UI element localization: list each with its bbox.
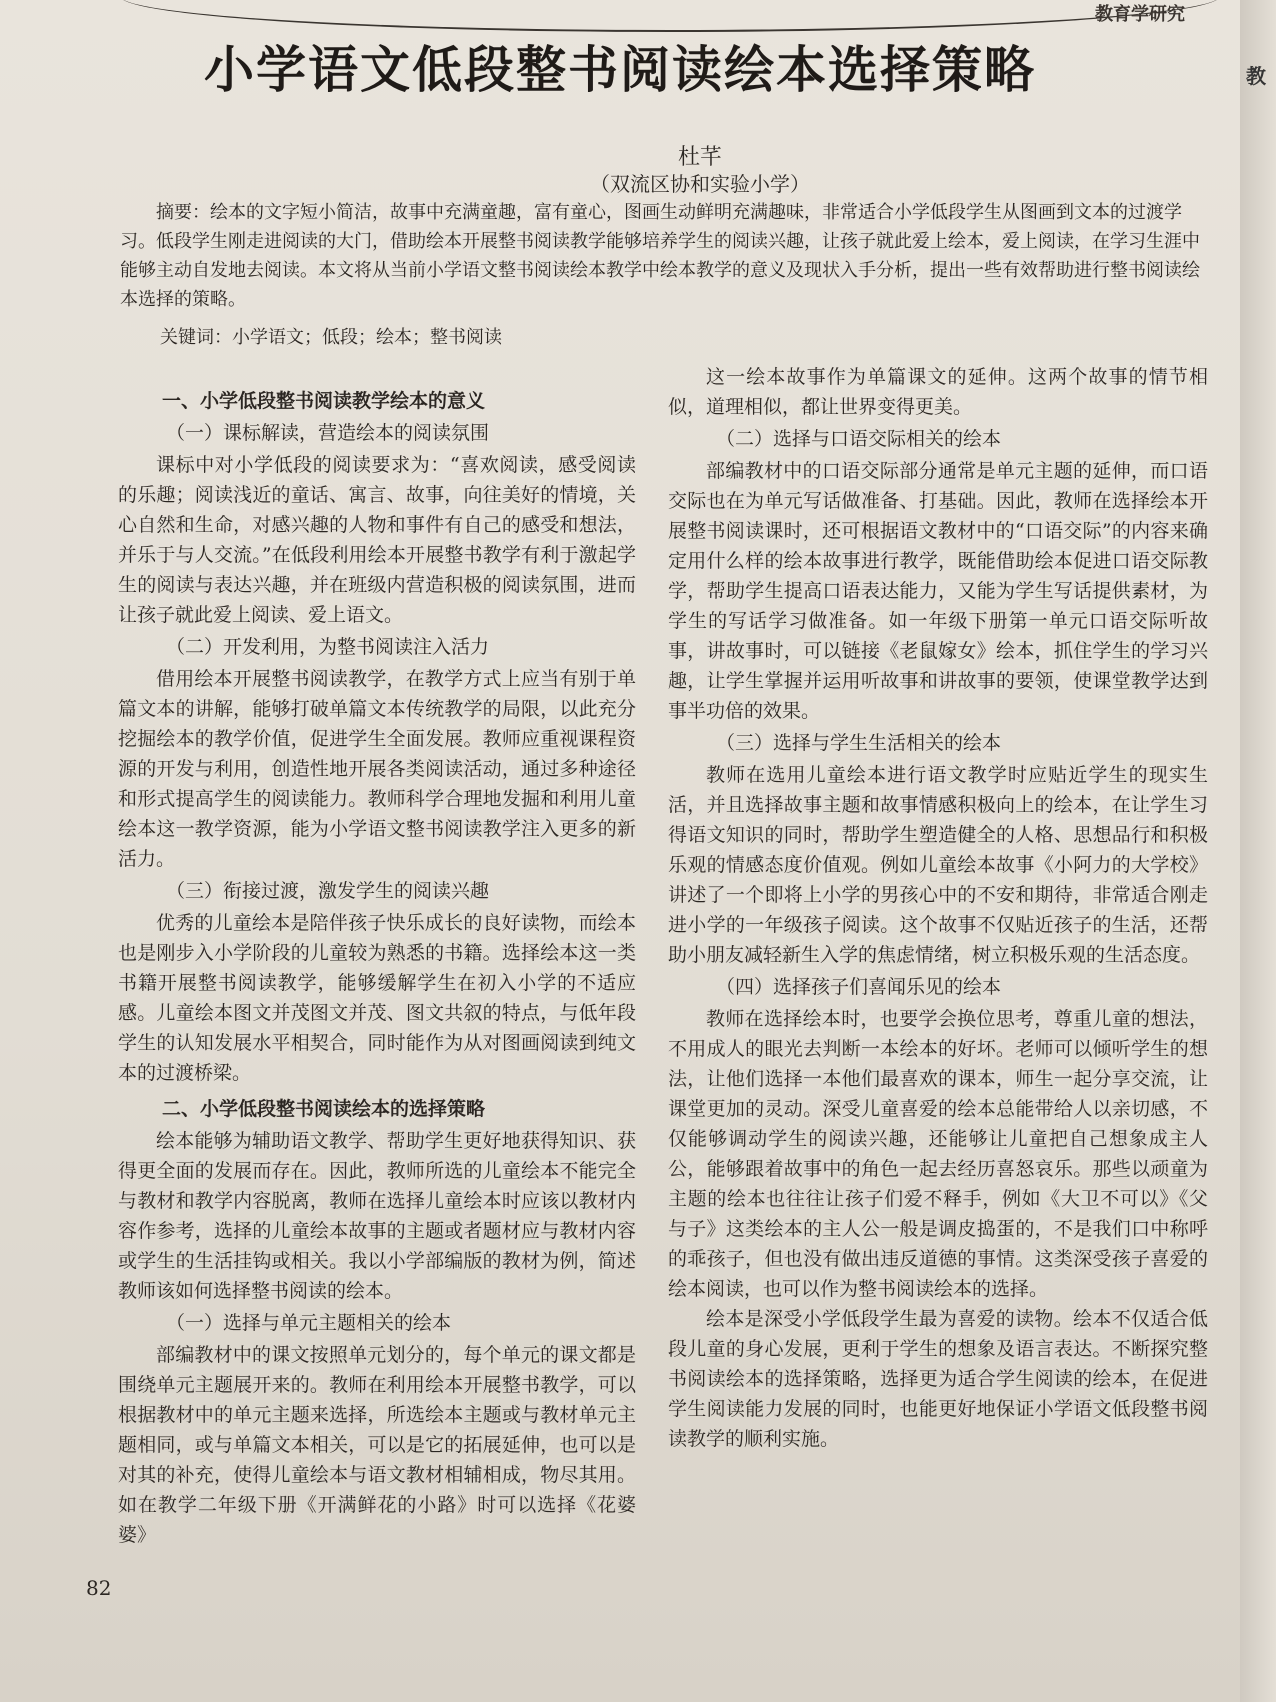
paragraph: 部编教材中的口语交际部分通常是单元主题的延伸，而口语交际也在为单元写话做准备、打基础。因此，教师在选择绘本开展整书阅读课时，还可根据语文教材中的“口语交际”的内容来确定用什么样的绘本故事进行教学，既能借助绘本促进口语交际教学，帮助学生提高口语表达能力，又能为学生写话提供素材，为学生的写话学习做准备。如一年级下册第一单元口语交际听故事，讲故事时，可以链接《老鼠嫁女》绘本，抓住学生的学习兴趣，让学生掌握并运用听故事和讲故事的要领，使课堂教学达到事半功倍的效果。 [668, 460, 1208, 722]
left-column [118, 380, 636, 1550]
conclusion-paragraph: 绘本是深受小学低段学生最为喜爱的读物。绘本不仅适合低段儿童的身心发展，更利于学生的想象及语言表达。不断探究整书阅读绘本的选择策略，选择更为适合学生阅读的绘本，在促进学生阅读能力发展的同时，也能更好地保证小学语文低段整书阅读教学的顺利实施。 [668, 1308, 1208, 1450]
author-name: 杜芊 [677, 145, 722, 170]
subsection-heading: （一）课标解读，营造绘本的阅读氛围 [166, 422, 490, 444]
subsection-heading: （一）选择与单元主题相关的绘本 [166, 1312, 452, 1334]
paragraph: 教师在选用儿童绘本进行语文教学时应贴近学生的现实生活，并且选择故事主题和故事情感积极向上的绘本，在让学生习得语文知识的同时，帮助学生塑造健全的人格、思想品行和积极乐观的情感态度价值观。例如儿童绘本故事《小阿力的大学校》讲述了一个即将上小学的男孩心中的不安和期待，非常适合刚走进小学的一年级孩子阅读。这个故事不仅贴近孩子的生活，还帮助小朋友减轻新生入学的焦虑情绪，树立积极乐观的生活态度。 [668, 764, 1208, 966]
subsection-heading: （三）衔接过渡，激发学生的阅读兴趣 [166, 880, 490, 902]
paragraph: 绘本能够为辅助语文教学、帮助学生更好地获得知识、获得更全面的发展而存在。因此，教师所选的儿童绘本不能完全与教材和教学内容脱离，教师在选择儿童绘本时应该以教材内容作参考，选择的儿童绘本故事的主题或者题材应与教材内容或学生的生活挂钩或相关。我以小学部编版的教材为例，简述教师该如何选择整书阅读的绘本。 [118, 1130, 636, 1302]
adjacent-page-edge [1240, 0, 1276, 1702]
section-heading-1: 一、小学低段整书阅读教学绘本的意义 [162, 390, 486, 412]
paragraph-continued: 这一绘本故事作为单篇课文的延伸。这两个故事的情节相似，道理相似，都让世界变得更美。 [668, 366, 1208, 418]
section-heading-2: 二、小学低段整书阅读绘本的选择策略 [162, 1098, 486, 1120]
subsection-heading: （二）开发利用，为整书阅读注入活力 [166, 636, 490, 658]
paragraph: 借用绘本开展整书阅读教学，在教学方式上应当有别于单篇文本的讲解，能够打破单篇文本传统教学的局限，以此充分挖掘绘本的教学价值，促进学生全面发展。教师应重视课程资源的开发与利用，创造性地开展各类阅读活动，通过多种途径和形式提高学生的阅读能力。教师科学合理地发掘和利用儿童绘本这一教学资源，能为小学语文整书阅读教学注入更多的新活力。 [118, 668, 636, 870]
adjacent-page-text: 教 [1246, 64, 1266, 88]
paragraph: 课标中对小学低段的阅读要求为：“喜欢阅读，感受阅读的乐趣；阅读浅近的童话、寓言、故事，向往美好的情境，关心自然和生命，对感兴趣的人物和事件有自己的感受和想法，并乐于与人交流。”在低段利用绘本开展整书教学有利于激起学生的阅读与表达兴趣，并在班级内营造积极的阅读氛围，进而让孩子就此爱上阅读、爱上语文。 [118, 454, 636, 626]
subsection-heading: （二）选择与口语交际相关的绘本 [716, 428, 1002, 450]
right-column [668, 362, 1208, 1454]
paragraph: 部编教材中的课文按照单元划分的，每个单元的课文都是围绕单元主题展开来的。教师在利用绘本开展整书教学，可以根据教材中的单元主题来选择，所选绘本主题或与教材单元主题相同，或与单篇文本相关，可以是它的拓展延伸，也可以是对其的补充，使得儿童绘本与语文教材相辅相成，物尽其用。如在教学二年级下册《开满鲜花的小路》时可以选择《花婆婆》 [118, 1344, 636, 1546]
subsection-heading: （三）选择与学生生活相关的绘本 [716, 732, 1002, 754]
author-affiliation: （双流区协和实验小学） [590, 172, 810, 196]
article-title: 小学语文低段整书阅读绘本选择策略 [204, 40, 1036, 99]
journal-section-tag: 教育学研究 [1095, 4, 1185, 25]
header-rule [120, 0, 1220, 32]
page-number: 82 [86, 1576, 112, 1600]
subsection-heading: （四）选择孩子们喜闻乐见的绘本 [716, 976, 1002, 998]
keywords: 关键词：小学语文；低段；绘本；整书阅读 [160, 327, 502, 348]
paragraph: 优秀的儿童绘本是陪伴孩子快乐成长的良好读物，而绘本也是刚步入小学阶段的儿童较为熟悉的书籍。选择绘本这一类书籍开展整书阅读教学，能够缓解学生在初入小学的不适应感。儿童绘本图文并茂图文并茂、图文共叙的特点，与低年段学生的认知发展水平相契合，同时能作为从对图画阅读到纯文本的过渡桥梁。 [118, 912, 636, 1084]
paragraph: 教师在选择绘本时，也要学会换位思考，尊重儿童的想法，不用成人的眼光去判断一本绘本的好坏。老师可以倾听学生的想法，让他们选择一本他们最喜欢的课本，师生一起分享交流，让课堂更加的灵动。深受儿童喜爱的绘本总能带给人以亲切感，不仅能够调动学生的阅读兴趣，还能够让儿童把自己想象成主人公，能够跟着故事中的角色一起去经历喜怒哀乐。那些以顽童为主题的绘本也往往让孩子们爱不释手，例如《大卫不可以》《父与子》这类绘本的主人公一般是调皮捣蛋的，不是我们口中称呼的乖孩子，但也没有做出违反道德的事情。这类深受孩子喜爱的绘本阅读，也可以作为整书阅读绘本的选择。 [668, 1008, 1208, 1300]
abstract: 摘要：绘本的文字短小简洁，故事中充满童趣，富有童心，图画生动鲜明充满趣味，非常适合小学低段学生从图画到文本的过渡学习。低段学生刚走进阅读的大门，借助绘本开展整书阅读教学能够培养学生的阅读兴趣，让孩子就此爱上绘本，爱上阅读，在学习生涯中能够主动自发地去阅读。本文将从当前小学语文整书阅读绘本教学中绘本教学的意义及现状入手分析，提出一些有效帮助进行整书阅读绘本选择的策略。 [120, 202, 1200, 310]
